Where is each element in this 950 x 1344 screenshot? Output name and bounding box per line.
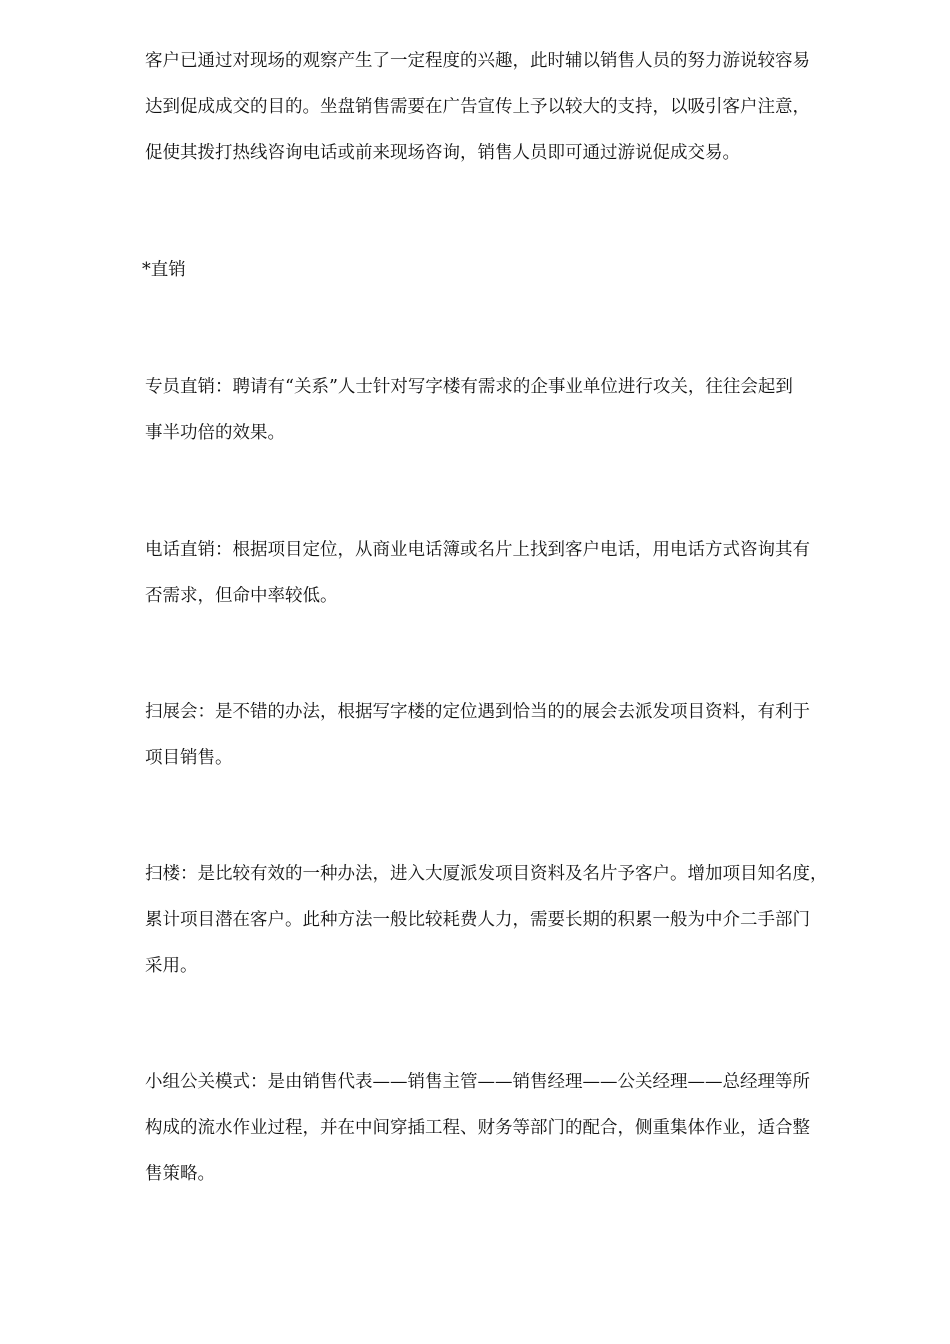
item-specialist-direct-sales: 专员直销：聘请有“关系”人士针对写字楼有需求的企事业单位进行攻关，往往会起到 事半功倍的效果。: [145, 377, 793, 443]
item-expo-sweep: 扫展会：是不错的办法，根据写字楼的定位遇到恰当的的展会去派发项目资料，有利于 项目销售。: [145, 702, 810, 768]
section-heading-direct-sales: *直销: [142, 260, 186, 280]
item-group-pr-mode: 小组公关模式：是由销售代表——销售主管——销售经理——公关经理——总经理等所 构成的流水作业过程，并在中间穿插工程、财务等部门的配合，侧重集体作业，适合整 售策略。: [145, 1072, 810, 1184]
item-phone-direct-sales: 电话直销：根据项目定位，从商业电话簿或名片上找到客户电话，用电话方式咨询其有 否需求，但命中率较低。: [145, 540, 810, 606]
intro-paragraph: 客户已通过对现场的观察产生了一定程度的兴趣，此时辅以销售人员的努力游说较容易 达到促成成交的目的。坐盘销售需要在广告宣传上予以较大的支持，以吸引客户注意， 促使其拨打热线咨询电话或前来现场咨询，销售人员即可通过游说促成交易。: [145, 51, 810, 163]
item-building-sweep: 扫楼：是比较有效的一种办法，进入大厦派发项目资料及名片予客户。增加项目知名度， 累计项目潜在客户。此种方法一般比较耗费人力，需要长期的积累一般为中介二手部门 采用。: [145, 864, 828, 976]
